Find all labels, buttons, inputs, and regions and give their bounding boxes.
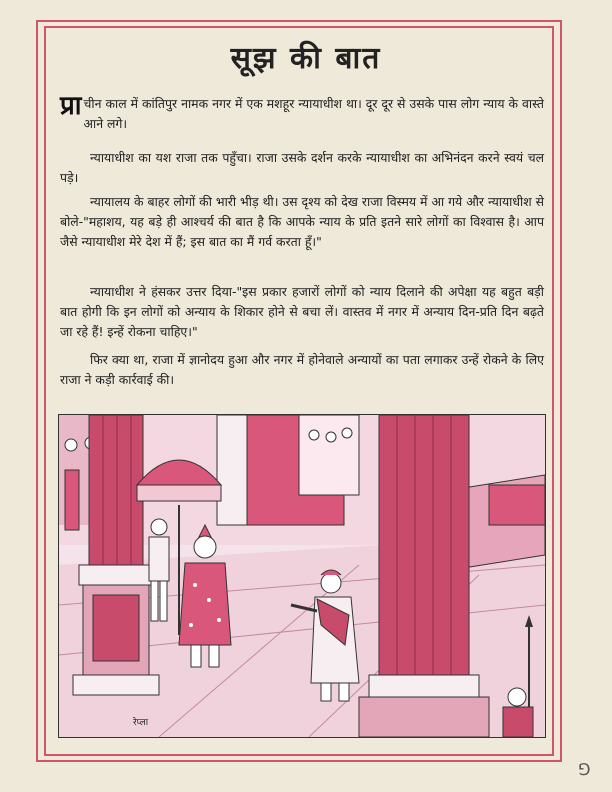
story-title: सूझ की बात <box>230 41 382 76</box>
court-scene-svg <box>59 415 545 737</box>
ornate-panel <box>217 415 247 525</box>
drop-cap: प्रा <box>60 91 82 121</box>
right-pillar <box>359 415 489 737</box>
artist-signature: रेप्ला <box>133 718 149 728</box>
paragraph-3: न्यायालय के बाहर लोगों की भारी भीड़ थी। उस दृश्य को देख राजा विस्मय में आ गये और न्यायाधीश से बोले-"महाशय, यह बड़े ही आश्चर्य की बात है कि आपके न्याय के प्रति इतने सारे लोगों का विश्वास है। आप जैसे न्यायाधीश मेरे देश में हैं; इस बात का मैं गर्व करता हूँ।" <box>60 194 544 249</box>
paragraph-2: न्यायाधीश का यश राजा तक पहुँचा। राजा उसके दर्शन करके न्यायाधीश का अभिनंदन करने स्वयं चल पड़े। <box>60 150 544 185</box>
page-corner-mark: ⅁ <box>578 760 591 779</box>
paragraph-4: न्यायाधीश ने हंसकर उत्तर दिया-"इस प्रकार हजारों लोगों को न्याय दिलाने की अपेक्षा यह बहुत बड़ी बात होगी कि इन लोगों को अन्याय के शिकार होने से बचा लें। वास्तव में नगर में अन्याय दिन-प्रति दिन बढ़ते जा रहे हैं! इन्हें रोकना चाहिए।" <box>60 284 544 339</box>
paragraph-1 <box>60 91 544 134</box>
court-scene-illustration <box>58 414 546 738</box>
paragraph-1-text: चीन काल में कांतिपुर नामक नगर में एक मशहूर न्यायाधीश था। दूर दूर से उसके पास लोग न्याय के वास्ते आने लगे। <box>83 96 544 131</box>
paragraph-5: फिर क्या था, राजा में ज्ञानोदय हुआ और नगर में होनेवाले अन्यायों का पता लगाकर उन्हें रोकने के लिए राजा ने कड़ी कार्रवाई की। <box>60 352 544 387</box>
doorway <box>234 415 359 525</box>
